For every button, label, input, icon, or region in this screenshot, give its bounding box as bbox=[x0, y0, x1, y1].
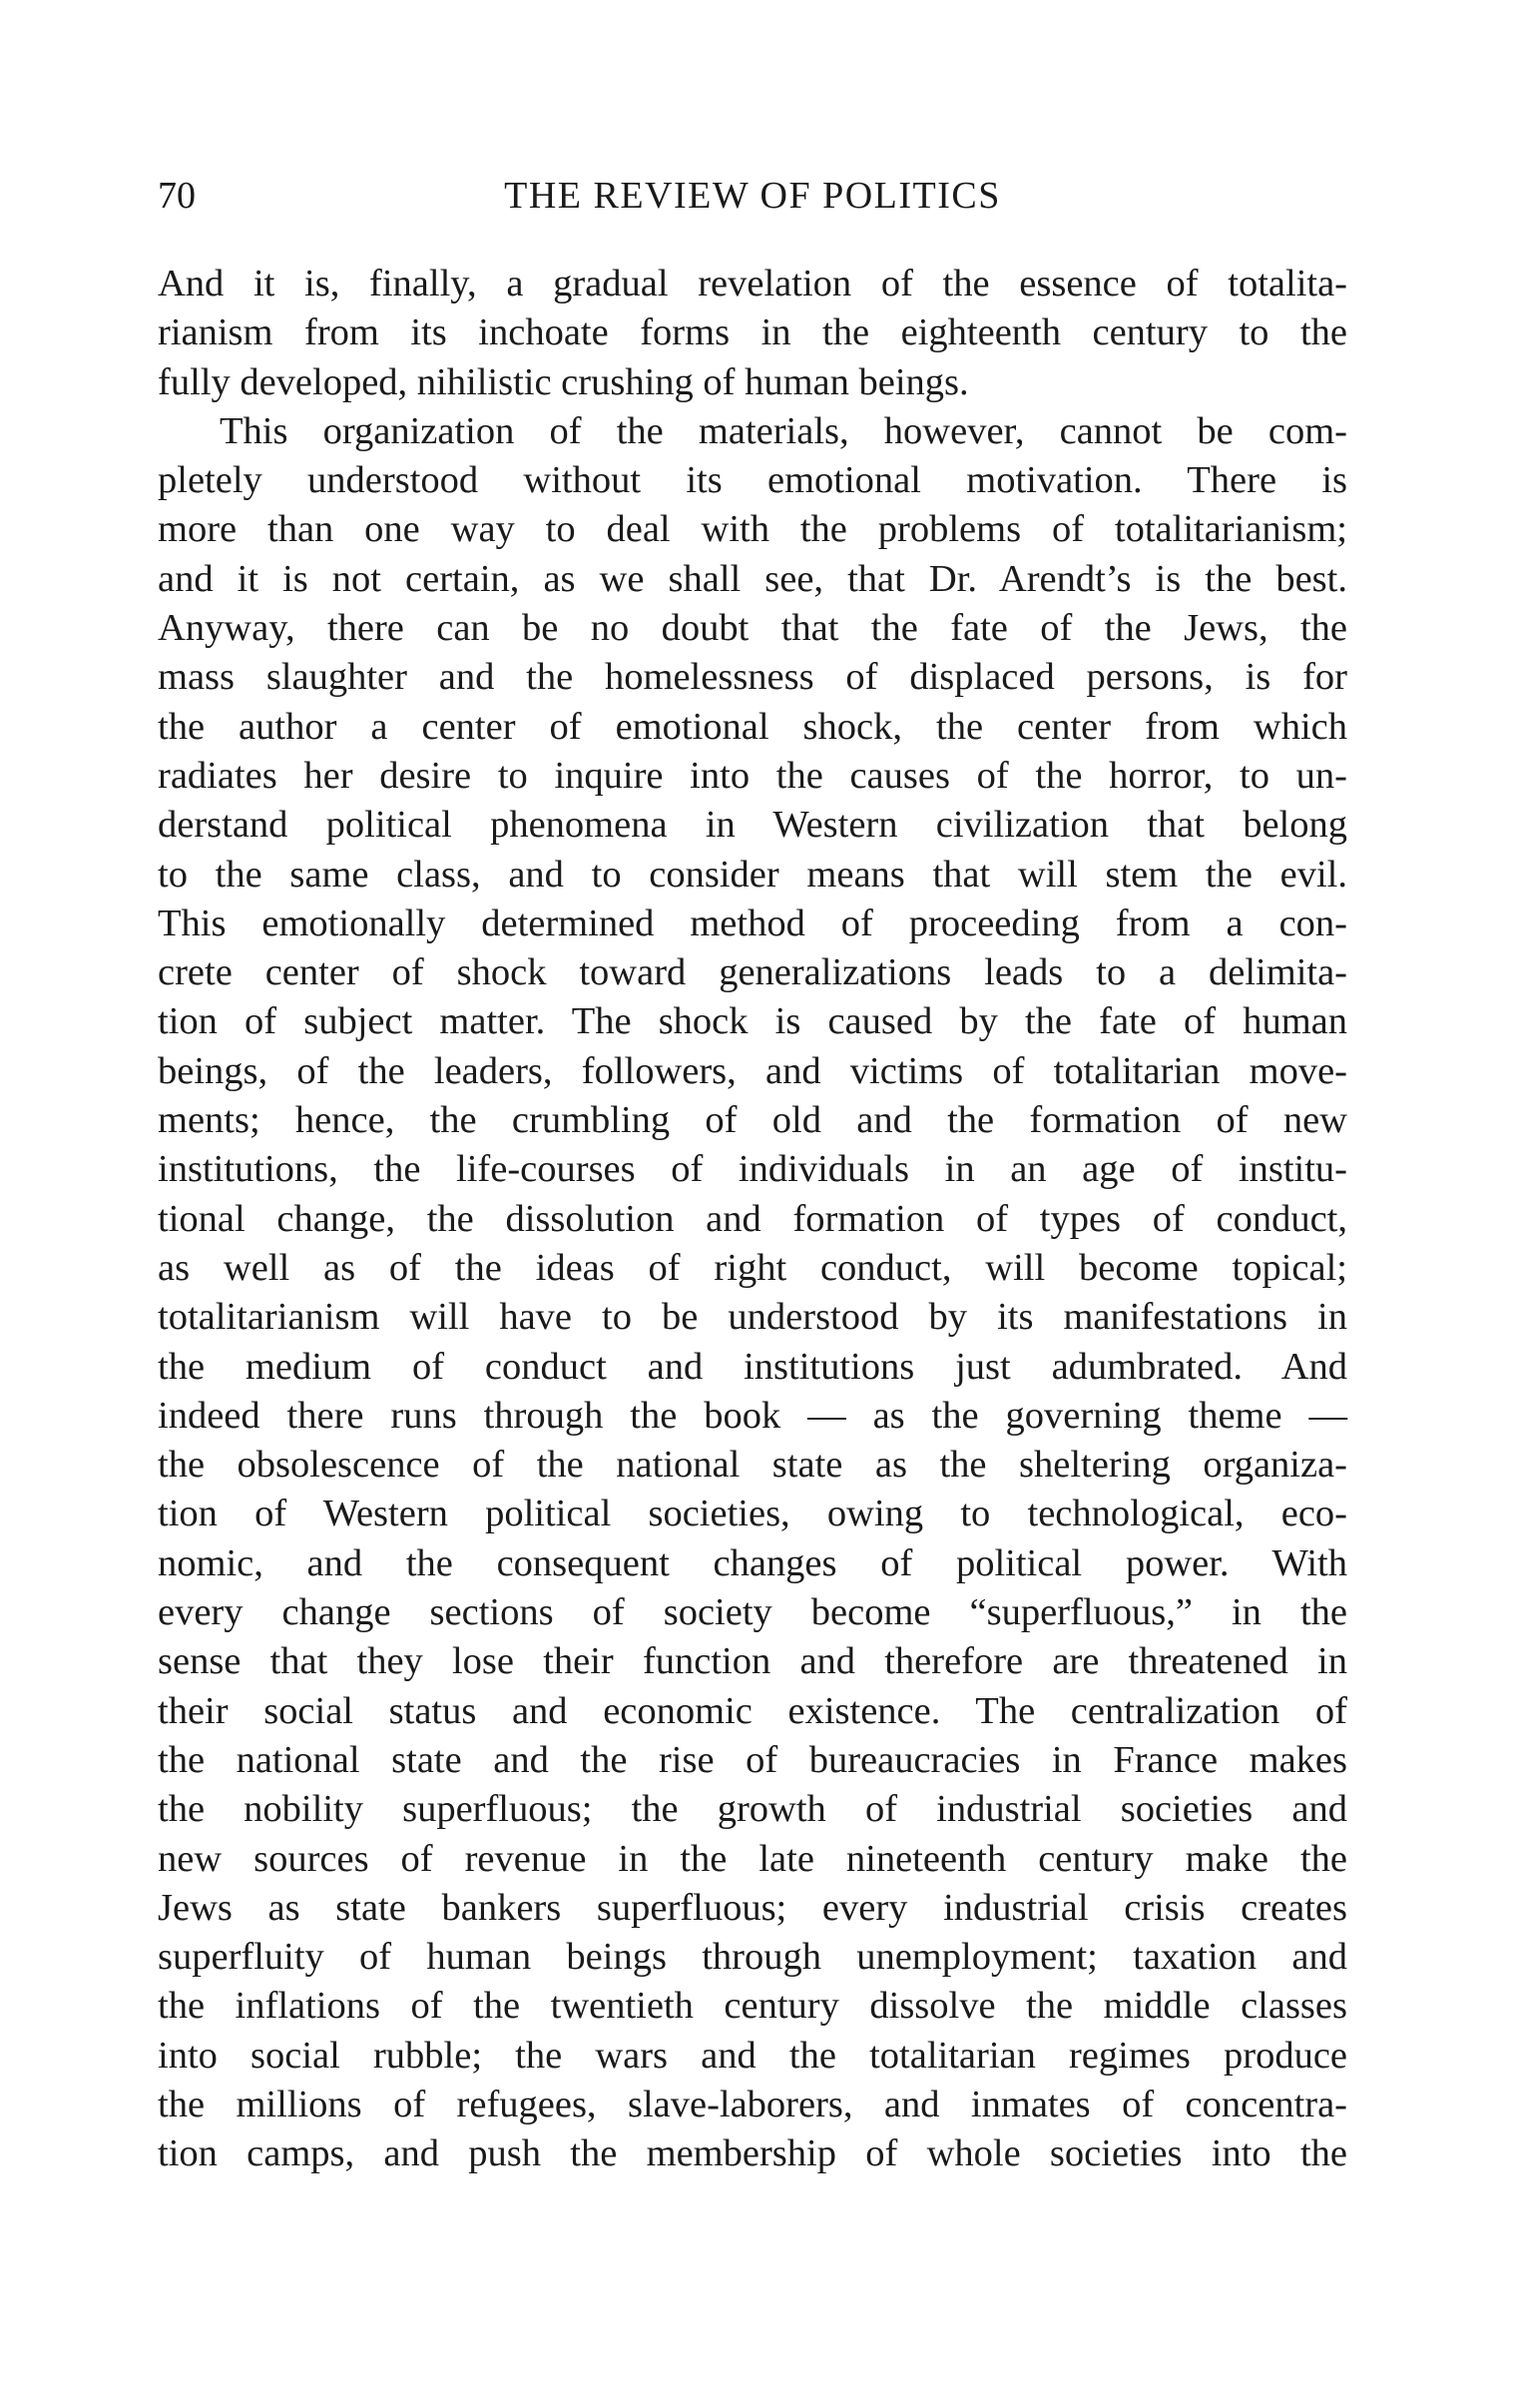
text-line: derstand political phenomena in Western civilization that belong bbox=[158, 804, 1347, 847]
text-line: beings, of the leaders, followers, and victims of totalitarian move- bbox=[158, 1049, 1347, 1092]
text-line: pletely understood without its emotional motivation. There is bbox=[158, 459, 1347, 502]
text-line: new sources of revenue in the late nineteenth century make the bbox=[158, 1837, 1347, 1880]
text-line: and it is not certain, as we shall see, that Dr. Arendt’s is the best. bbox=[158, 557, 1347, 600]
text-line: indeed there runs through the book — as the governing theme — bbox=[158, 1394, 1347, 1437]
text-line: the obsolescence of the national state as the sheltering organiza- bbox=[158, 1444, 1347, 1487]
text-line: the nobility superfluous; the growth of industrial societies and bbox=[158, 1788, 1347, 1831]
text-line: This emotionally determined method of proceeding from a con- bbox=[158, 902, 1347, 944]
text-line: to the same class, and to consider means that will stem the evil. bbox=[158, 853, 1347, 896]
body-text bbox=[158, 260, 1347, 2179]
text-line: their social status and economic existence. The centralization of bbox=[158, 1689, 1347, 1732]
text-line: Jews as state bankers superfluous; every industrial crisis creates bbox=[158, 1886, 1347, 1929]
text-line: mass slaughter and the homelessness of displaced persons, is for bbox=[158, 656, 1347, 699]
text-line: every change sections of society become “superfluous,” in the bbox=[158, 1591, 1347, 1634]
running-head bbox=[158, 170, 1347, 222]
text-line: more than one way to deal with the problems of totalitarianism; bbox=[158, 508, 1347, 551]
text-line: the author a center of emotional shock, the center from which bbox=[158, 705, 1347, 748]
text-line: tion camps, and push the membership of whole societies into the bbox=[158, 2132, 1347, 2175]
text-line: And it is, finally, a gradual revelation of the essence of totalita- bbox=[158, 263, 1347, 304]
text-line: crete center of shock toward generalizations leads to a delimita- bbox=[158, 951, 1347, 994]
text-line: fully developed, nihilistic crushing of human beings. bbox=[158, 360, 969, 403]
journal-title: THE REVIEW OF POLITICS bbox=[504, 175, 1001, 217]
text-line: into social rubble; the wars and the totalitarian regimes produce bbox=[158, 2034, 1347, 2077]
text-line: ments; hence, the crumbling of old and the formation of new bbox=[158, 1099, 1347, 1142]
page-number: 70 bbox=[158, 175, 196, 217]
text-line: tion of Western political societies, owing to technological, eco- bbox=[158, 1493, 1347, 1535]
text-line: This organization of the materials, however, cannot be com- bbox=[220, 409, 1347, 452]
text-line: nomic, and the consequent changes of political power. With bbox=[158, 1541, 1347, 1584]
text-line: the medium of conduct and institutions just adumbrated. And bbox=[158, 1345, 1347, 1388]
text-line: as well as of the ideas of right conduct, will become topical; bbox=[158, 1246, 1347, 1289]
text-line: the inflations of the twentieth century dissolve the middle classes bbox=[158, 1985, 1347, 2028]
text-line: superfluity of human beings through unemployment; taxation and bbox=[158, 1936, 1347, 1979]
text-line: tion of subject matter. The shock is caused by the fate of human bbox=[158, 1000, 1347, 1043]
document-page bbox=[158, 170, 1347, 2179]
text-line: totalitarianism will have to be understood by its manifestations in bbox=[158, 1296, 1347, 1339]
text-line: the national state and the rise of bureaucracies in France makes bbox=[158, 1738, 1347, 1781]
text-line: institutions, the life-courses of individuals in an age of institu- bbox=[158, 1148, 1347, 1191]
text-line: the millions of refugees, slave-laborers, and inmates of concentra- bbox=[158, 2083, 1347, 2125]
text-line: radiates her desire to inquire into the causes of the horror, to un- bbox=[158, 754, 1347, 797]
text-line: rianism from its inchoate forms in the eighteenth century to the bbox=[158, 311, 1347, 354]
text-line: sense that they lose their function and therefore are threatened in bbox=[158, 1640, 1347, 1683]
text-line: tional change, the dissolution and formation of types of conduct, bbox=[158, 1197, 1347, 1240]
text-line: Anyway, there can be no doubt that the fate of the Jews, the bbox=[158, 607, 1347, 650]
